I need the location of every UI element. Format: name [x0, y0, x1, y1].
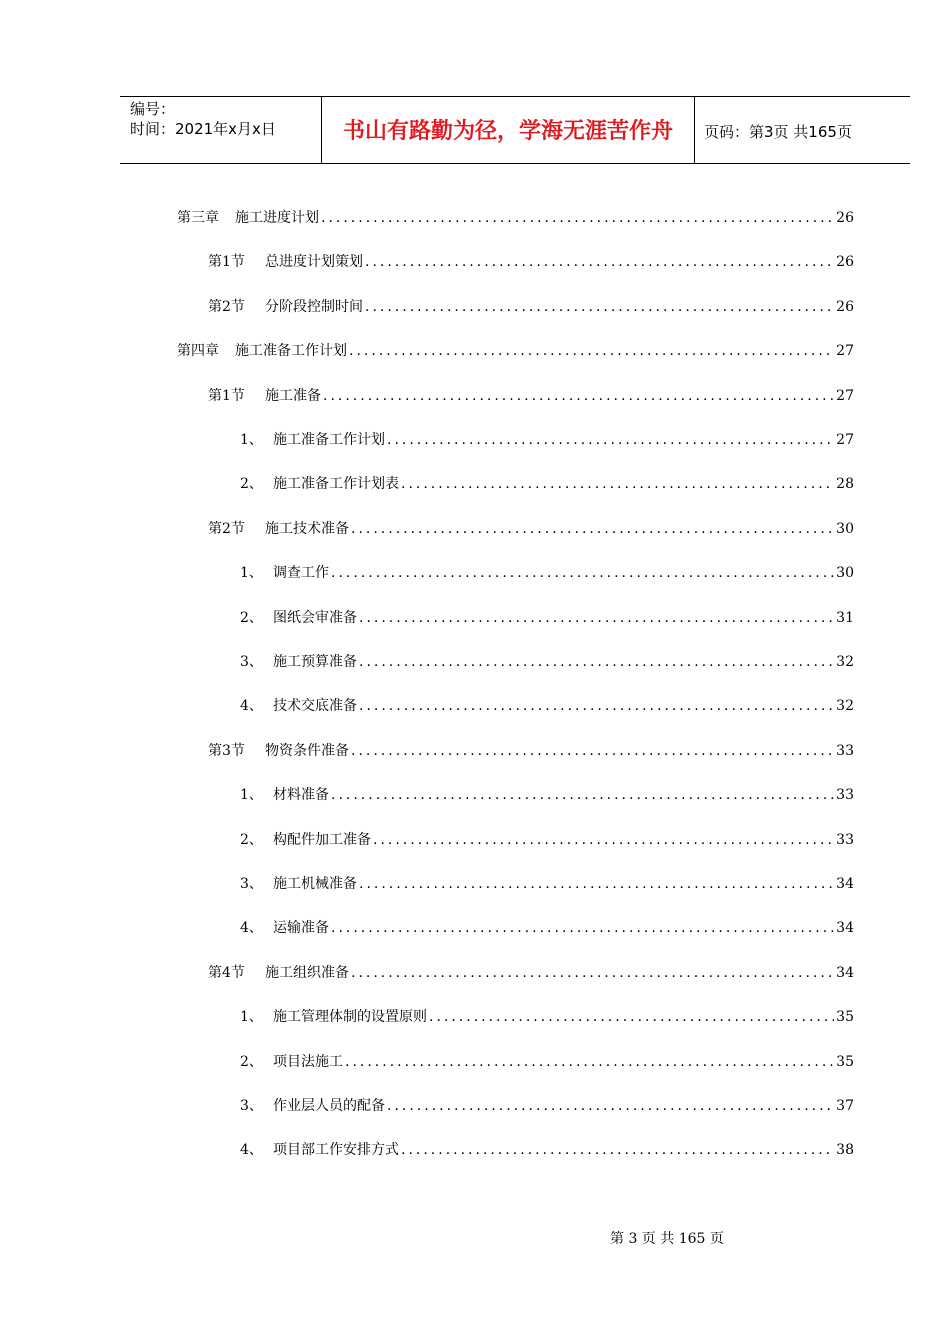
toc-entry-page: 35 [836, 1009, 854, 1025]
toc-entry-title: 物资条件准备 [265, 743, 349, 759]
toc-entry-number: 第3节 [208, 743, 245, 759]
toc-entry-title: 施工准备工作计划表 [273, 476, 399, 492]
toc-leader-dots [345, 1052, 834, 1072]
toc-entry-number: 4、 [240, 698, 263, 714]
toc-entry-page: 33 [836, 787, 854, 803]
toc-entry[interactable] [177, 341, 854, 361]
toc-entry-number: 1、 [240, 787, 263, 803]
toc-entry-title: 项目部工作安排方式 [273, 1142, 399, 1158]
toc-leader-dots [351, 963, 834, 983]
toc-entry-title: 运输准备 [273, 920, 329, 936]
toc-entry[interactable] [208, 519, 854, 539]
page-header [120, 96, 910, 164]
toc-leader-dots [331, 785, 834, 805]
toc-entry-number: 3、 [240, 876, 263, 892]
toc-entry-page: 28 [836, 476, 854, 492]
toc-leader-dots [349, 341, 834, 361]
toc-entry[interactable] [240, 830, 854, 850]
toc-entry-title: 构配件加工准备 [273, 832, 371, 848]
toc-entry-page: 26 [836, 210, 854, 226]
toc-entry-page: 34 [836, 920, 854, 936]
toc-entry-number: 第四章 [177, 343, 219, 359]
header-meta [130, 99, 276, 139]
document-time-label: 时间：2021年x月x日 [130, 120, 276, 138]
toc-entry-title: 施工技术准备 [265, 521, 349, 537]
toc-entry-number: 第2节 [208, 299, 245, 315]
toc-entry-number: 2、 [240, 832, 263, 848]
toc-entry-title: 施工准备工作计划 [273, 432, 385, 448]
toc-entry-title: 施工机械准备 [273, 876, 357, 892]
toc-entry-title: 施工准备 [265, 388, 321, 404]
toc-leader-dots [323, 386, 834, 406]
toc-leader-dots [331, 918, 834, 938]
toc-entry-number: 2、 [240, 1054, 263, 1070]
toc-leader-dots [351, 741, 834, 761]
toc-entry-number: 3、 [240, 1098, 263, 1114]
toc-entry-title: 总进度计划策划 [265, 254, 363, 270]
toc-leader-dots [359, 608, 834, 628]
toc-entry-number: 1、 [240, 1009, 263, 1025]
toc-entry-page: 34 [836, 965, 854, 981]
toc-entry-number: 第1节 [208, 388, 245, 404]
toc-entry-number: 1、 [240, 432, 263, 448]
toc-entry-page: 31 [836, 610, 854, 626]
toc-entry[interactable] [208, 297, 854, 317]
toc-entry[interactable] [208, 741, 854, 761]
header-divider [694, 97, 695, 163]
toc-entry-title: 技术交底准备 [273, 698, 357, 714]
toc-entry-number: 第三章 [177, 210, 219, 226]
toc-leader-dots [359, 652, 834, 672]
toc-entry[interactable] [208, 963, 854, 983]
toc-entry-title: 项目法施工 [273, 1054, 343, 1070]
toc-entry-title: 施工组织准备 [265, 965, 349, 981]
toc-entry-title: 施工准备工作计划 [235, 343, 347, 359]
toc-entry-number: 2、 [240, 610, 263, 626]
header-page-info: 页码：第3页 共165页 [704, 123, 852, 141]
toc-entry[interactable] [208, 386, 854, 406]
toc-entry-page: 38 [836, 1142, 854, 1158]
toc-entry[interactable] [240, 563, 854, 583]
toc-entry[interactable] [240, 1007, 854, 1027]
toc-entry[interactable] [240, 1140, 854, 1160]
toc-entry-title: 作业层人员的配备 [273, 1098, 385, 1114]
toc-entry[interactable] [240, 918, 854, 938]
toc-entry-title: 分阶段控制时间 [265, 299, 363, 315]
toc-entry-page: 30 [836, 565, 854, 581]
toc-entry[interactable] [240, 430, 854, 450]
toc-entry-title: 施工进度计划 [235, 210, 319, 226]
toc-leader-dots [401, 1140, 834, 1160]
toc-entry-number: 1、 [240, 565, 263, 581]
toc-entry[interactable] [240, 1096, 854, 1116]
toc-entry[interactable] [240, 474, 854, 494]
toc-leader-dots [373, 830, 834, 850]
toc-entry-title: 施工预算准备 [273, 654, 357, 670]
toc-entry[interactable] [240, 608, 854, 628]
toc-entry[interactable] [208, 252, 854, 272]
toc-leader-dots [401, 474, 834, 494]
toc-leader-dots [359, 874, 834, 894]
toc-entry-page: 26 [836, 299, 854, 315]
toc-entry-number: 第1节 [208, 254, 245, 270]
toc-entry-title: 材料准备 [273, 787, 329, 803]
toc-entry-title: 施工管理体制的设置原则 [273, 1009, 427, 1025]
toc-entry-page: 27 [836, 343, 854, 359]
toc-entry-page: 35 [836, 1054, 854, 1070]
toc-entry-page: 32 [836, 654, 854, 670]
toc-entry-title: 图纸会审准备 [273, 610, 357, 626]
toc-entry-page: 37 [836, 1098, 854, 1114]
toc-entry-number: 3、 [240, 654, 263, 670]
toc-entry-page: 27 [836, 388, 854, 404]
toc-leader-dots [387, 1096, 834, 1116]
toc-entry-page: 34 [836, 876, 854, 892]
toc-entry-page: 27 [836, 432, 854, 448]
toc-leader-dots [331, 563, 834, 583]
toc-leader-dots [359, 696, 834, 716]
toc-leader-dots [365, 252, 834, 272]
toc-entry-number: 第4节 [208, 965, 245, 981]
toc-entry[interactable] [177, 208, 854, 228]
toc-entry[interactable] [240, 652, 854, 672]
toc-entry-page: 32 [836, 698, 854, 714]
toc-entry-page: 26 [836, 254, 854, 270]
toc-leader-dots [351, 519, 834, 539]
toc-entry[interactable] [240, 1052, 854, 1072]
toc-entry-number: 第2节 [208, 521, 245, 537]
toc-entry-page: 33 [836, 743, 854, 759]
toc-leader-dots [387, 430, 834, 450]
toc-leader-dots [365, 297, 834, 317]
toc-entry[interactable] [240, 874, 854, 894]
toc-entry-page: 30 [836, 521, 854, 537]
toc-entry[interactable] [240, 785, 854, 805]
toc-entry-number: 4、 [240, 920, 263, 936]
toc-leader-dots [321, 208, 834, 228]
toc-entry-number: 4、 [240, 1142, 263, 1158]
toc-entry-page: 33 [836, 832, 854, 848]
toc-entry-title: 调查工作 [273, 565, 329, 581]
toc-entry-number: 2、 [240, 476, 263, 492]
toc-entry[interactable] [240, 696, 854, 716]
footer-page-number: 第 3 页 共 165 页 [610, 1231, 724, 1247]
document-number-label: 编号： [130, 100, 176, 118]
toc-leader-dots [429, 1007, 834, 1027]
header-motto: 书山有路勤为径，学海无涯苦作舟 [342, 119, 673, 144]
